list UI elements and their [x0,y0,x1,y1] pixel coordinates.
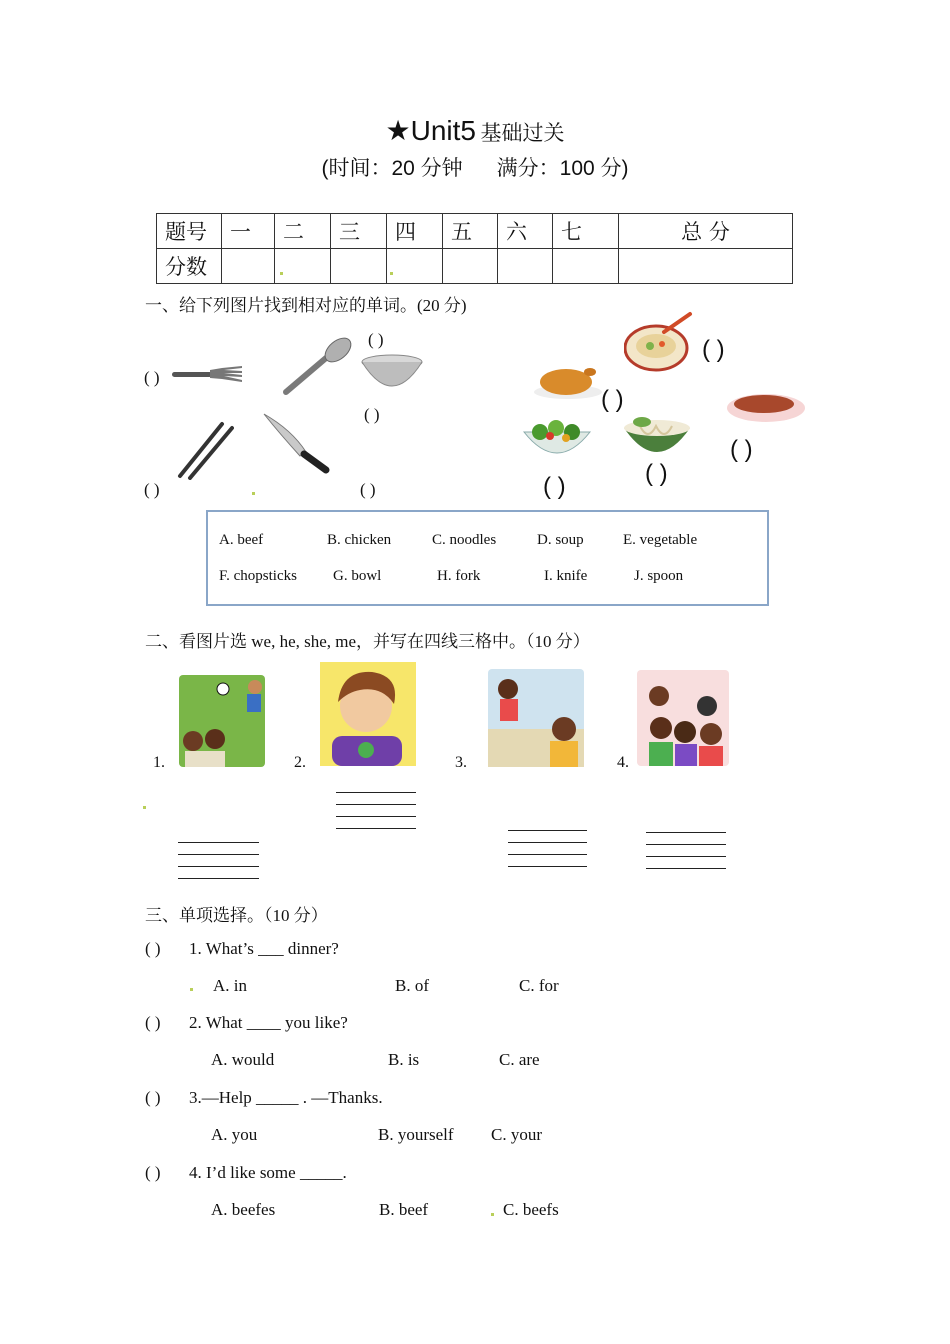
option-c[interactable]: C. your [491,1125,542,1144]
word-option: J. spoon [634,568,684,584]
option-a[interactable]: A. you [211,1125,258,1144]
mark-dot [390,272,393,275]
score-cell[interactable] [553,249,619,284]
answer-blank[interactable]: ( ) [601,386,624,413]
page-title [0,114,950,147]
score-row-label: 分数 [157,249,222,284]
answer-blank[interactable]: ( ) [368,330,384,349]
answer-blank[interactable]: ( ) [702,336,725,363]
header-cell: 五 [443,214,498,249]
soup-picture [624,310,696,372]
score-cell[interactable] [443,249,498,284]
vegetable-picture [520,418,594,464]
picture-boy-pointing-self [320,662,416,766]
picture-number: 1. [153,754,165,771]
picture-group-of-kids [637,670,729,766]
knife-picture [262,412,332,474]
option-b[interactable]: B. beef [379,1200,429,1219]
picture-number: 2. [294,754,306,771]
score-table [156,213,793,284]
answer-blank[interactable]: ( ) [543,473,566,500]
word-option: A. beef [219,532,264,548]
score-cell[interactable] [387,249,443,284]
score-cell-total[interactable] [619,249,793,284]
picture-number: 3. [455,754,467,771]
time-info: (时间：20 分钟 [321,157,463,180]
word-option: D. soup [537,532,584,548]
title-unit: ★Unit5 [385,115,476,146]
option-b[interactable]: B. of [395,976,429,995]
picture-number: 4. [617,754,629,771]
section1-heading: 一、给下列图片找到相对应的单词。(20 分) [145,296,467,315]
question-paren[interactable]: ( ) [145,1163,161,1182]
option-a[interactable]: A. beefes [211,1200,276,1219]
header-cell: 题号 [157,214,222,249]
score-cell[interactable] [498,249,553,284]
writing-grid-4[interactable] [646,832,726,870]
score-info: 满分：100 分) [496,157,629,180]
option-c[interactable]: C. for [519,976,559,995]
option-b[interactable]: B. is [388,1050,420,1069]
writing-grid-3[interactable] [508,830,587,868]
writing-grid-2[interactable] [336,792,416,830]
header-cell: 一 [222,214,275,249]
mark-dot [143,806,146,809]
bowl-picture [360,352,424,398]
answer-blank[interactable]: ( ) [364,405,380,424]
title-rest: 基础过关 [480,122,565,145]
picture-girl-pointing [488,669,584,767]
header-cell: 二 [275,214,331,249]
score-cell[interactable] [275,249,331,284]
section3-heading: 三、单项选择。（10 分） [145,906,328,925]
answer-blank[interactable]: ( ) [360,480,376,499]
spoon-picture [280,336,356,398]
question-text: 3.—Help _____ . —Thanks. [189,1088,383,1107]
chopsticks-picture [174,418,234,480]
word-option: G. bowl [333,568,382,584]
score-cell[interactable] [331,249,387,284]
question-text: 4. I’d like some _____. [189,1163,347,1182]
fork-picture [172,360,244,388]
picture-boy-and-girls [179,675,265,767]
header-cell: 七 [553,214,619,249]
page-subtitle [0,152,950,182]
option-c[interactable]: C. are [499,1050,540,1069]
score-cell[interactable] [222,249,275,284]
mark-dot [190,988,193,991]
word-option: C. noodles [432,532,497,548]
question-paren[interactable]: ( ) [145,1013,161,1032]
option-a[interactable]: A. would [211,1050,275,1069]
header-cell: 三 [331,214,387,249]
word-option: E. vegetable [623,532,698,548]
answer-blank[interactable]: ( ) [144,368,160,387]
section2-heading: 二、看图片选 we, he, she, me，并写在四线三格中。（10 分） [145,632,590,651]
answer-blank[interactable]: ( ) [645,460,668,487]
beef-picture [726,388,806,424]
question-text: 1. What’s ___ dinner? [189,939,339,958]
score-table-header-row [157,214,793,249]
chicken-picture [532,360,604,400]
answer-blank[interactable]: ( ) [144,480,160,499]
mark-dot [252,492,255,495]
header-cell: 四 [387,214,443,249]
header-cell-total: 总 分 [619,214,793,249]
score-table-score-row [157,249,793,284]
writing-grid-1[interactable] [178,842,259,880]
word-option: B. chicken [327,532,392,548]
header-cell: 六 [498,214,553,249]
word-option: F. chopsticks [219,568,297,584]
question-paren[interactable]: ( ) [145,939,161,958]
word-option: I. knife [544,568,588,584]
mark-dot [491,1213,494,1216]
word-bank-box [206,510,769,606]
noodles-picture [622,412,692,462]
question-paren[interactable]: ( ) [145,1088,161,1107]
question-text: 2. What ____ you like? [189,1013,348,1032]
option-c[interactable]: C. beefs [503,1200,559,1219]
option-a[interactable]: A. in [213,976,247,995]
option-b[interactable]: B. yourself [378,1125,454,1144]
mark-dot [280,272,283,275]
word-option: H. fork [437,568,481,584]
answer-blank[interactable]: ( ) [730,436,753,463]
